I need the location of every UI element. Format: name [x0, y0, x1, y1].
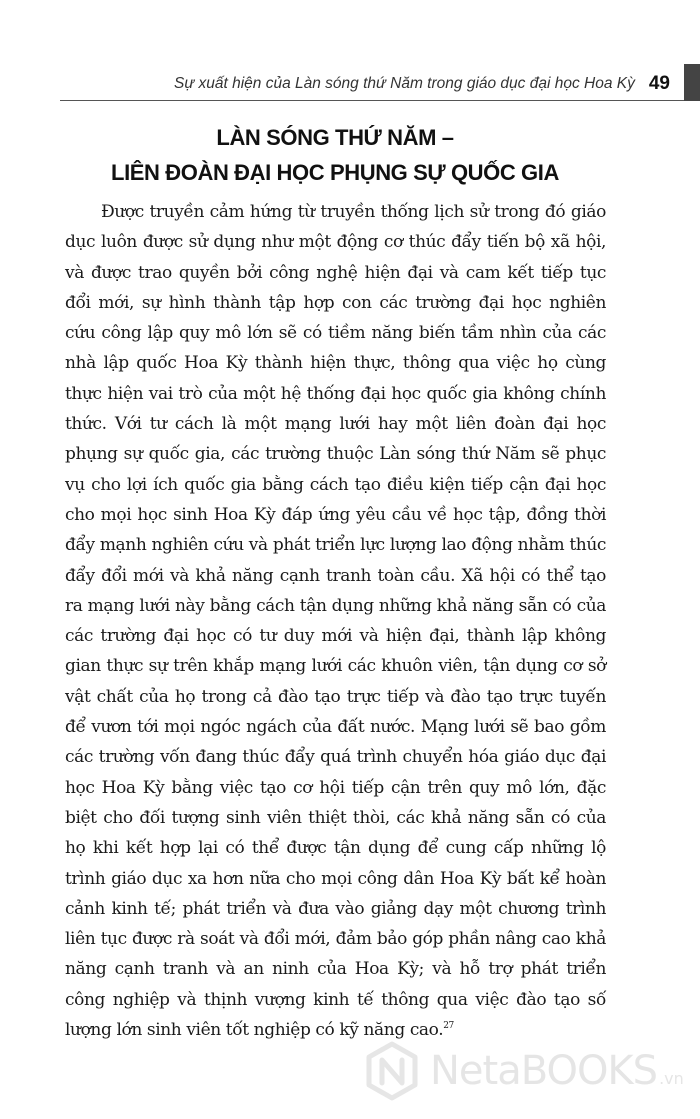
watermark-brand: NetaBOOKS [430, 1048, 658, 1094]
header-rule [60, 100, 684, 101]
running-header [60, 64, 684, 104]
watermark-suffix: .vn [659, 1069, 684, 1088]
chapter-title-line-2: LIÊN ĐOÀN ĐẠI HỌC PHỤNG SỰ QUỐC GIA [111, 160, 559, 185]
footnote-reference[interactable]: 27 [443, 1021, 454, 1032]
neta-hexagon-logo-icon [362, 1041, 422, 1101]
publisher-watermark [362, 1036, 684, 1106]
running-title: Sự xuất hiện của Làn sóng thứ Năm trong giáo dục đại học Hoa Kỳ [174, 75, 635, 92]
page-number: 49 [648, 73, 670, 94]
chapter-title-line-1: LÀN SÓNG THỨ NĂM – [216, 125, 454, 150]
watermark-text [430, 1048, 684, 1094]
header-tab [684, 64, 700, 101]
chapter-title [60, 120, 610, 190]
body-paragraph [65, 197, 606, 1045]
body-paragraph-text: Được truyền cảm hứng từ truyền thống lịch sử trong đó giáo dục luôn được sử dụng như một động cơ thúc đẩy tiến bộ xã hội, và được trao quyền bởi công nghệ hiện đại và cam kết tiếp tục đổi mới, sự hình thành tập hợp con các trường đại học nghiên cứu công lập quy mô lớn sẽ có tiềm năng biến tầm nhìn của các nhà lập quốc Hoa Kỳ thành hiện thực, thông qua việc họ cùng thực hiện vai trò của một hệ thống đại học quốc gia không chính thức. Với tư cách là một mạng lưới hay một liên đoàn đại học phụng sự quốc gia, các trường thuộc Làn sóng thứ Năm sẽ phục vụ cho lợi ích quốc gia bằng cách tạo điều kiện tiếp cận đại học cho mọi học sinh Hoa Kỳ đáp ứng yêu cầu về học tập, đồng thời đẩy mạnh nghiên cứu và phát triển lực lượng lao động nhằm thúc đẩy đổi mới và khả năng cạnh tranh toàn cầu. Xã hội có thể tạo ra mạng lưới này bằng cách tận dụng những khả năng sẵn có của các trường đại học có tư duy mới và hiện đại, thành lập không gian thực sự trên khắp mạng lưới các khuôn viên, tận dụng cơ sở vật chất của họ trong cả đào tạo trực tiếp và đào tạo trực tuyến để vươn tới mọi ngóc ngách của đất nước. Mạng lưới sẽ bao gồm các trường vốn đang thúc đẩy quá trình chuyển hóa giáo dục đại học Hoa Kỳ bằng việc tạo cơ hội tiếp cận trên quy mô lớn, đặc biệt cho đối tượng sinh viên thiệt thòi, các khả năng sẵn có của họ khi kết hợp lại có thể được tận dụng để cung cấp những lộ trình giáo dục xa hơn nữa cho mọi công dân Hoa Kỳ bất kể hoàn cảnh kinh tế; phát triển và đưa vào giảng dạy một chương trình liên tục được rà soát và đổi mới, đảm bảo góp phần nâng cao khả năng cạnh tranh và an ninh của Hoa Kỳ; và hỗ trợ phát triển công nghiệp và thịnh vượng kinh tế thông qua việc đào tạo số lượng lớn sinh viên tốt nghiệp có kỹ năng cao. [65, 202, 606, 1041]
